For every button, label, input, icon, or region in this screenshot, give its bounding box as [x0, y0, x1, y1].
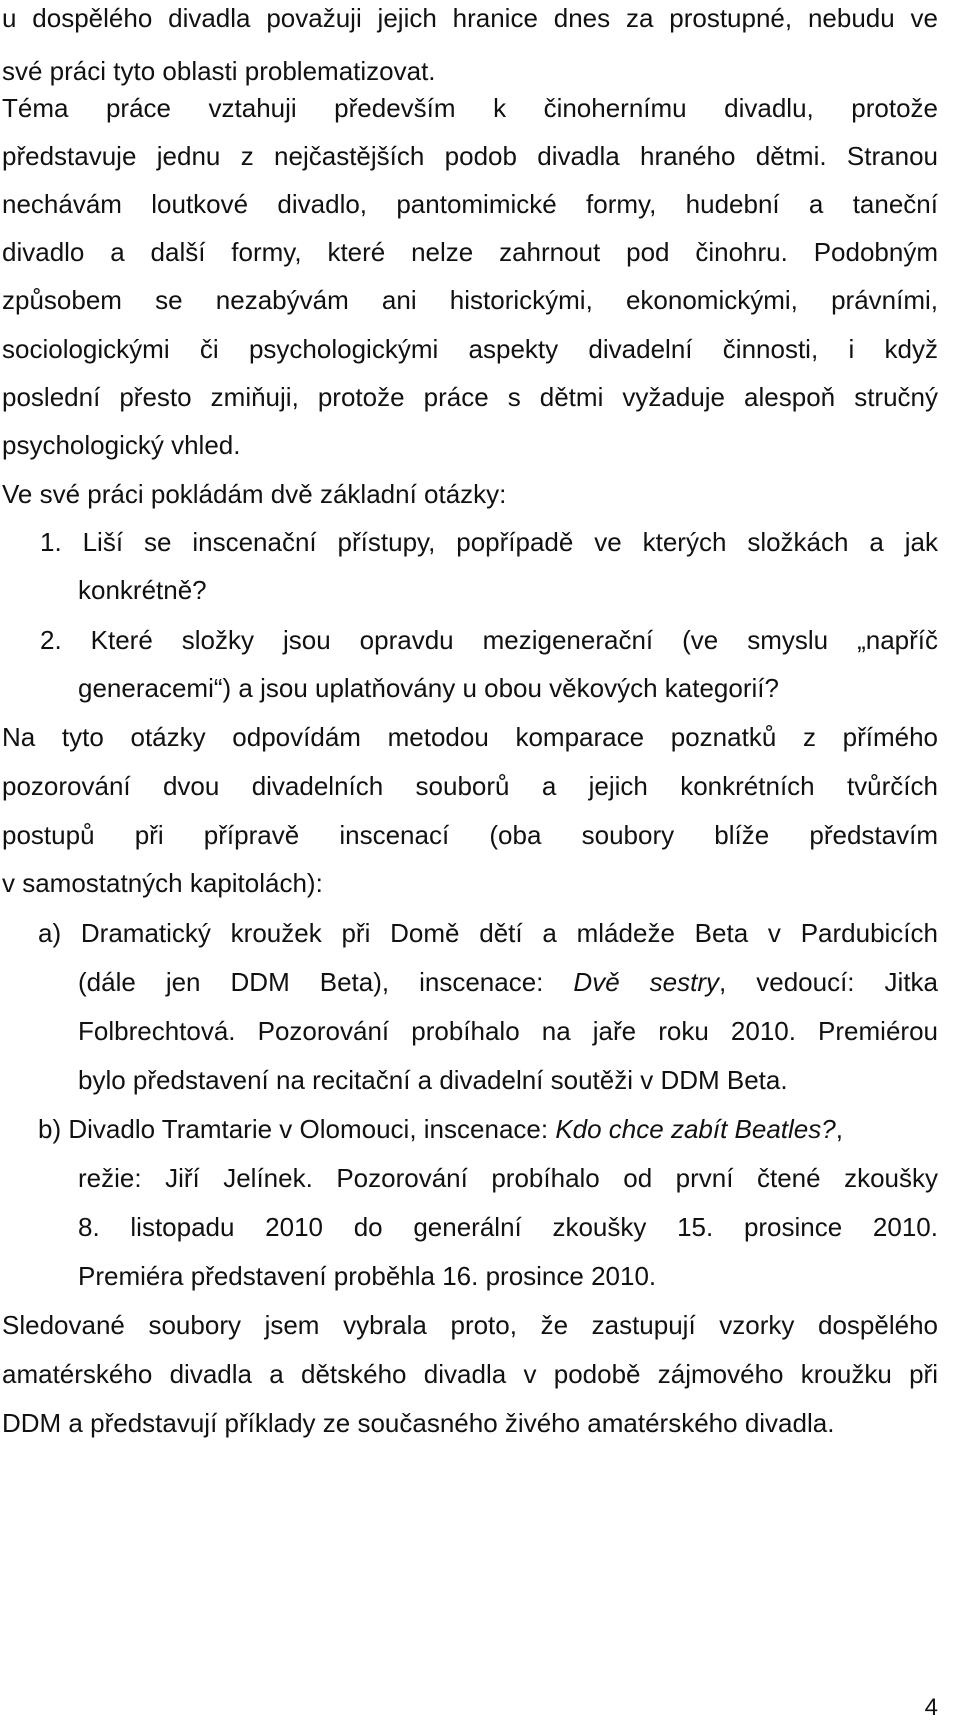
- text-line: [78, 1260, 938, 1292]
- text-line-content: DDM a představují příklady ze současného živého amatérského divadla.: [2, 1408, 835, 1438]
- text-line: [2, 2, 938, 34]
- text-line-content: Ve své práci pokládám dvě základní otázky:: [2, 479, 507, 509]
- text-line-content: Premiéra představení proběhla 16. prosince 2010.: [78, 1261, 657, 1291]
- text-line-content: 1. Liší se inscenační přístupy, popřípadě ve kterých složkách a jak: [40, 527, 938, 557]
- text-line-content: 8. listopadu 2010 do generální zkoušky 15. prosince 2010.: [78, 1212, 938, 1242]
- text-line: [2, 1309, 938, 1341]
- text-line-content: divadlo a další formy, které nelze zahrnout pod činohru. Podobným: [2, 237, 938, 267]
- text-line-content: [38, 1113, 938, 1145]
- text-line-content: [78, 966, 938, 998]
- text-line-content: konkrétně?: [78, 575, 207, 605]
- text-line-content: v samostatných kapitolách):: [2, 868, 323, 898]
- text-segment: b) Divadlo Tramtarie v Olomouci, inscenace:: [38, 1114, 556, 1144]
- text-line: [2, 92, 938, 124]
- text-line: [78, 574, 938, 606]
- text-line-content: bylo představení na recitační a divadelní soutěži v DDM Beta.: [78, 1065, 788, 1095]
- text-line: [2, 333, 938, 365]
- text-line-content: sociologickými či psychologickými aspekty divadelní činnosti, i když: [2, 334, 938, 364]
- text-line-content: Na tyto otázky odpovídám metodou komparace poznatků z přímého: [2, 722, 938, 752]
- list-item-a: [38, 917, 938, 949]
- text-line: [2, 770, 938, 802]
- play-title: Kdo chce zabít Beatles?: [555, 1114, 836, 1144]
- text-line-content: generacemi“) a jsou uplatňovány u obou věkových kategorií?: [78, 673, 779, 703]
- numbered-item-1: [40, 526, 938, 558]
- text-line: [78, 1064, 938, 1096]
- text-line: [2, 140, 938, 172]
- text-line: [2, 381, 938, 413]
- text-line: [78, 966, 938, 998]
- numbered-item-2: [40, 624, 938, 656]
- text-line: [2, 819, 938, 851]
- text-line-content: postupů při přípravě inscenací (oba soubory blíže představím: [2, 820, 938, 850]
- text-line: [2, 1407, 938, 1439]
- text-segment: ,: [835, 1114, 843, 1144]
- text-line-content: 2. Které složky jsou opravdu mezigenerační (ve smyslu „napříč: [40, 625, 938, 655]
- text-line-content: nechávám loutkové divadlo, pantomimické formy, hudební a taneční: [2, 189, 938, 219]
- text-line-content: své práci tyto oblasti problematizovat.: [2, 56, 436, 86]
- text-line: [78, 672, 938, 704]
- text-line: [2, 478, 938, 510]
- text-line-content: režie: Jiří Jelínek. Pozorování probíhalo od první čtené zkoušky: [78, 1163, 938, 1193]
- text-line-content: Folbrechtová. Pozorování probíhalo na jaře roku 2010. Premiérou: [78, 1016, 938, 1046]
- text-line-content: psychologický vhled.: [2, 430, 241, 460]
- text-line: [2, 721, 938, 753]
- text-line: [2, 284, 938, 316]
- text-line: [2, 55, 938, 87]
- text-line: [2, 1358, 938, 1390]
- text-segment: , vedoucí: Jitka: [719, 967, 938, 997]
- page-number: 4: [924, 1694, 938, 1721]
- text-line-content: způsobem se nezabývám ani historickými, ekonomickými, právními,: [2, 285, 938, 315]
- text-line-content: amatérského divadla a dětského divadla v podobě zájmového kroužku při: [2, 1359, 938, 1389]
- text-line: [2, 236, 938, 268]
- text-line-content: pozorování dvou divadelních souborů a jejich konkrétních tvůrčích: [2, 771, 938, 801]
- text-line: [78, 1211, 938, 1243]
- text-line-content: poslední přesto zmiňuji, protože práce s dětmi vyžaduje alespoň stručný: [2, 382, 938, 412]
- text-line: [78, 1162, 938, 1194]
- list-item-b: [38, 1113, 938, 1145]
- text-line-content: představuje jednu z nejčastějších podob divadla hraného dětmi. Stranou: [2, 141, 938, 171]
- text-segment: (dále jen DDM Beta), inscenace:: [78, 967, 574, 997]
- text-line-content: u dospělého divadla považuji jejich hranice dnes za prostupné, nebudu ve: [2, 3, 938, 33]
- text-line-content: a) Dramatický kroužek při Domě dětí a mládeže Beta v Pardubicích: [38, 918, 938, 948]
- text-line: [2, 429, 938, 461]
- text-line-content: Sledované soubory jsem vybrala proto, že zastupují vzorky dospělého: [2, 1310, 938, 1340]
- text-line: [2, 867, 938, 899]
- text-line: [78, 1015, 938, 1047]
- text-line-content: Téma práce vztahuji především k činohernímu divadlu, protože: [2, 93, 938, 123]
- text-line: [2, 188, 938, 220]
- play-title: Dvě sestry: [573, 967, 720, 997]
